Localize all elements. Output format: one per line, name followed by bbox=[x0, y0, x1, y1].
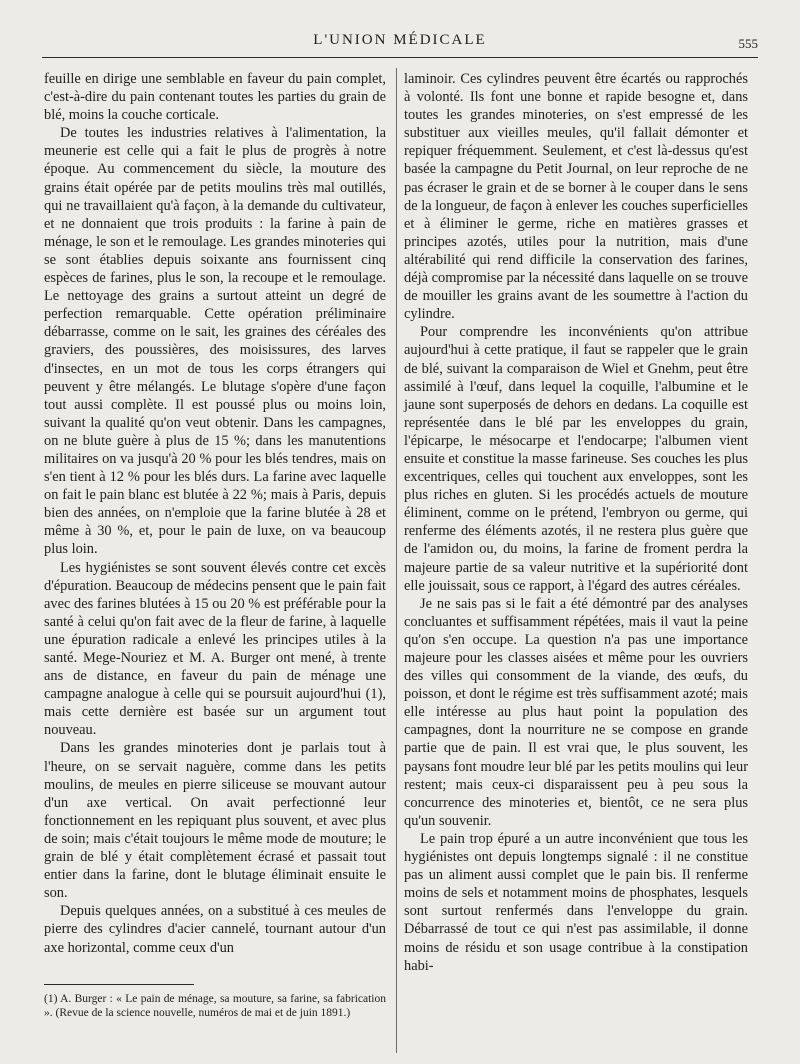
paragraph: feuille en dirige une semblable en faveur du pain complet, c'est-à-dire du pain contenant toutes les parties du grain de blé, moins la couche corticale. bbox=[44, 71, 386, 124]
paragraph: Les hygiénistes se sont souvent élevés contre cet excès d'épuration. Beaucoup de médecins pensent que le pain fait avec des farines blutées à 15 ou 20 % est préférable pour la santé à celui qu'on fait avec de la fleur de farine, à laquelle une épuration radicale a enlevé les principes utiles à la santé. Mege-Nouriez et M. A. Burger ont mené, à trente ans de distance, en faveur du pain de ménage une campagne analogue à celle qui se poursuit aujourd'hui (1), mais cette dernière est basée sur un argument tout nouveau. bbox=[44, 559, 386, 739]
footnote: (1) A. Burger : « Le pain de ménage, sa mouture, sa farine, sa fabrication ». (Revue de la science nouvelle, numéros de mai et de juin 1891.) bbox=[44, 993, 386, 1019]
paragraph: laminoir. Ces cylindres peuvent être écartés ou rapprochés à volonté. Ils font une bonne et rapide besogne et, dans toutes les grandes minoteries, on s'est empressé de les substituer aux vieilles meules, qu'il fallait démonter et repiquer fréquemment. Seulement, et c'est là-dessus qu'est basée la campagne du Petit Journal, on leur reproche de ne pas écraser le grain et de se borner à le couper dans le sens de la longueur, de façon à enlever les couches superficielles et à éliminer le germe, riche en matières grasses et principes azotés, utiles pour la nutrition, mais d'une altérabilité qui rend difficile la conservation des farines, déjà compromise par la nécessité dans laquelle on se trouve de mouiller les grains avant de les soumettre à l'action du cylindre. bbox=[404, 71, 748, 323]
paragraph: Pour comprendre les inconvénients qu'on attribue aujourd'hui à cette pratique, il faut se rappeler que le grain de blé, suivant la comparaison de Wiel et Gnehm, peut être assimilé à l'œuf, dans lequel la coquille, l'albumine et le jaune sont superposés de dehors en dedans. La coquille est représentée dans le blé par les enveloppes du grain, l'épicarpe, le mésocarpe et l'endocarpe; l'albumen vient ensuite et constitue la masse farineuse. Ses couches les plus excentriques, celles qui touchent aux enveloppes, sont les plus riches en gluten. Si les procédés actuels de mouture éliminent, comme on le prétend, l'embryon ou germe, qui renferme des éléments azotés, il ne restera plus guère que de l'amidon ou, du moins, la farine de froment perdra la majeure partie de sa valeur nutritive et la supériorité dont elle jouissait, sous ce rapport, à l'égard des autres céréales. bbox=[404, 324, 748, 594]
footnote-rule bbox=[44, 984, 194, 985]
column-divider bbox=[396, 68, 397, 1053]
journal-title: L'UNION MÉDICALE bbox=[313, 32, 487, 48]
page-number: 555 bbox=[738, 36, 758, 51]
paragraph: Je ne sais pas si le fait a été démontré par des analyses concluantes et suffisamment répétées, mais il vaut la peine qu'on s'en occupe. La question n'a pas une importance majeure pour les classes aisées et même pour les ouvriers des villes qui consomment de la viande, des œufs, du poisson, et dont le régime est très suffisamment azoté; mais elle intéresse au plus haut point la population des campagnes, dont la nourriture ne se compose en grande partie que de pain. Il est vrai que, le plus souvent, les paysans font moudre leur blé par les petits moulins qui leur restent; mais ceux-ci disparaissent peu à peu sous la concurrence des minoteries et, bientôt, ce ne sera plus qu'un souvenir. bbox=[404, 595, 748, 829]
page-header bbox=[42, 30, 758, 52]
left-column bbox=[44, 70, 386, 957]
paragraph: Depuis quelques années, on a substitué à ces meules de pierre des cylindres d'acier cannelé, tournant autour d'un axe horizontal, comme ceux d'un bbox=[44, 903, 386, 956]
header-rule bbox=[42, 57, 758, 58]
paragraph: Dans les grandes minoteries dont je parlais tout à l'heure, on se servait naguère, comme dans les petits moulins, de meules en pierre siliceuse se mouvant autour d'un axe vertical. On avait perfectionné leur fonctionnement en les repiquant plus souvent, et avec plus de soin; mais c'était toujours le même mode de mouture; le grain de blé y était complètement écrasé et passait tout entier dans la farine, dont le blutage éliminait ensuite le son. bbox=[44, 740, 386, 902]
paragraph: Le pain trop épuré a un autre inconvénient que tous les hygiénistes ont depuis longtemps signalé : il ne constitue pas un aliment aussi complet que le pain bis. Il renferme moins de sels et notamment moins de phosphates, lesquels sont surtout renfermés dans l'enveloppe du grain. Débarrassé de tout ce qui n'est pas assimilable, il donne moins de résidu et son usage contribue à la constipation habi- bbox=[404, 830, 748, 974]
right-column bbox=[404, 70, 748, 975]
paragraph: De toutes les industries relatives à l'alimentation, la meunerie est celle qui a fait le plus de progrès à notre époque. Au commencement du siècle, la mouture des grains était opérée par de petits moulins très mal outillés, qui ne travaillaient qu'à façon, à la demande du cultivateur, et ne donnaient que trois produits : la farine à pain de ménage, le son et le remoulage. Les grandes minoteries qui se sont établies depuis soixante ans fournissent cinq espèces de farines, plus le son, la recoupe et le remoulage. Le nettoyage des grains a surtout atteint un degré de perfection remarquable. Cette opération préliminaire débarrasse, comme on le sait, les graines des céréales des graviers, des poussières, des moisissures, des larves d'insectes, en un mot de tous les corps étrangers qui peuvent y être mélangés. Le blutage s'opère d'une façon tout aussi complète. Il est poussé plus ou moins loin, suivant la qualité qu'on veut obtenir. Dans les campagnes, on ne blute guère à plus de 15 %; dans les manutentions militaires on va jusqu'à 20 % pour les blés tendres, mais on s'en tient à 12 % pour les blés durs. La farine avec laquelle on fait le pain blanc est blutée à 22 %; mais à Paris, depuis bien des années, on n'emploie que la farine blutée à 28 et même à 30 %, et, pour le pain de luxe, on va beaucoup plus loin. bbox=[44, 125, 386, 558]
